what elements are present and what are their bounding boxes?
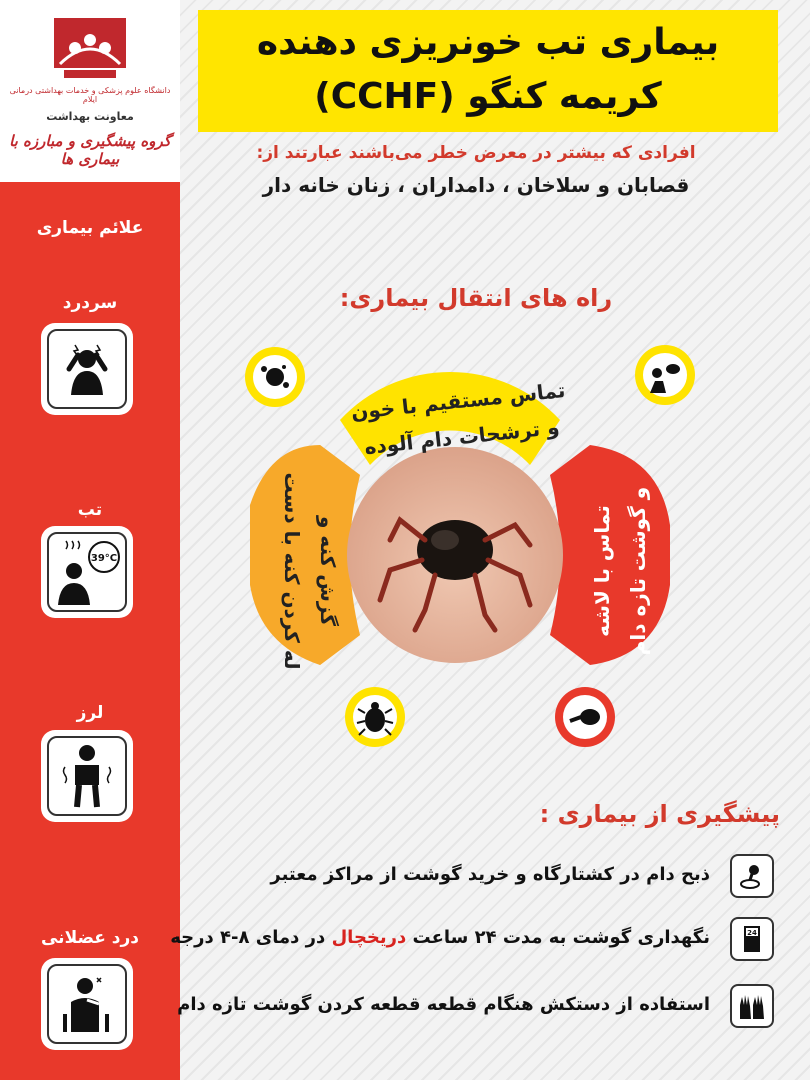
route-text-blood: تماس مستقیم با خون و ترشحات دام آلوده xyxy=(349,377,567,460)
route-text-meat: تماس با لاشه و گوشت تازه دام xyxy=(590,486,650,656)
transmission-diagram xyxy=(230,325,730,765)
symptom-card-chills xyxy=(41,730,133,822)
university-logo-icon xyxy=(50,14,130,84)
chills-icon xyxy=(57,743,117,809)
refrigerator-badge: 24 xyxy=(747,929,757,937)
refrigerator-highlight: دریخچال xyxy=(331,927,407,948)
prevention-title: پیشگیری از بیماری : xyxy=(539,800,780,828)
refrigerator-icon xyxy=(730,917,774,961)
university-name: دانشگاه علوم پزشکی و خدمات بهداشتی درمانی ایلام xyxy=(9,86,171,104)
title-banner xyxy=(198,10,778,132)
headache-icon xyxy=(57,339,117,399)
group-name: گروه پیشگیری و مبارزه با بیماری ها xyxy=(9,132,171,168)
symptom-label-fever: تب xyxy=(77,500,103,520)
page-title-line2: کریمه کنگو (CCHF) xyxy=(314,76,662,117)
symptoms-sidebar xyxy=(0,0,180,1080)
symptoms-title: علائم بیماری xyxy=(36,218,144,238)
slaughter-stamp-icon xyxy=(730,854,774,898)
prevention-item: استفاده از دستکش هنگام قطعه قطعه کردن گوشت تازه دام xyxy=(190,980,780,1030)
page-title-line1: بیماری تب خونریزی دهنده xyxy=(256,22,720,63)
symptom-label-chills: لرز xyxy=(76,703,104,723)
risk-groups-list: قصابان و سلاخان ، دامداران ، زنان خانه دار xyxy=(262,173,690,197)
symptom-card-headache xyxy=(41,323,133,415)
symptom-card-fever xyxy=(41,526,133,618)
organization-logo-box xyxy=(0,0,180,182)
muscle-pain-icon xyxy=(57,974,117,1034)
symptom-label-headache: سردرد xyxy=(62,293,118,313)
prevention-item: ذبح دام در کشتارگاه و خرید گوشت از مراکز معتبر xyxy=(190,850,780,900)
prevention-item: نگهداری گوشت به مدت ۲۴ ساعت دریخچال در دمای ۸-۴ درجه 24 xyxy=(190,913,780,963)
symptom-label-muscle-pain: درد عضلانی xyxy=(40,928,139,948)
fever-icon xyxy=(52,537,122,607)
department-name: معاونت بهداشت xyxy=(46,110,134,123)
temperature-readout: 39°C xyxy=(90,553,118,564)
risk-groups-title: افرادی که بیشتر در معرض خطر می‌باشند عبارتند از: xyxy=(256,143,696,163)
transmission-title: راه های انتقال بیماری: xyxy=(339,284,613,312)
gloves-icon xyxy=(730,984,774,1028)
symptom-card-muscle-pain xyxy=(41,958,133,1050)
route-text-tick: گزش کنه و له کردن کنه با دست xyxy=(280,472,340,670)
